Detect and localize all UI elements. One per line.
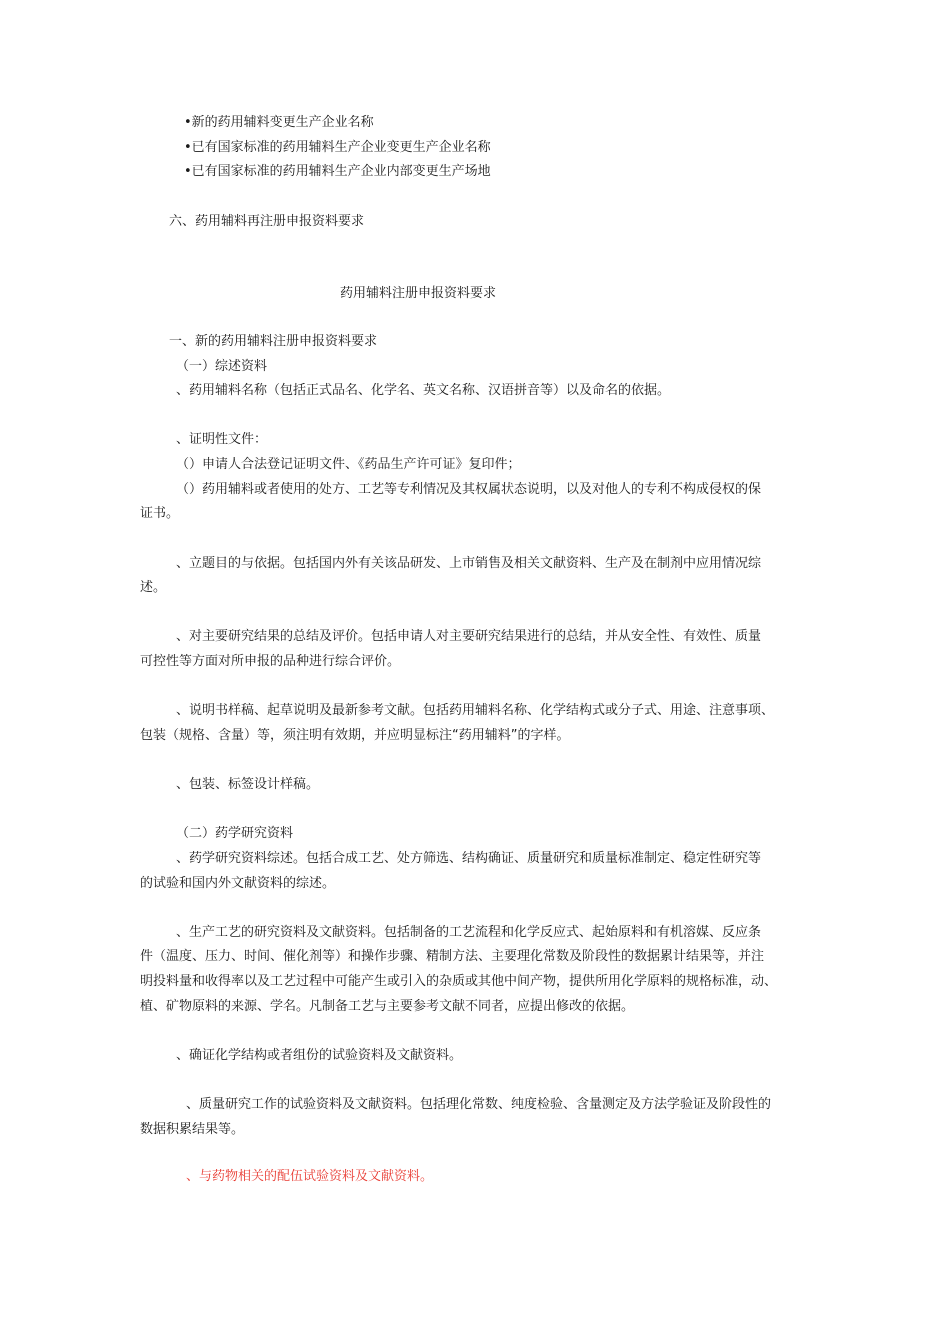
part-heading: 一、新的药用辅料注册申报资料要求 bbox=[169, 334, 378, 349]
section-heading: 六、药用辅料再注册申报资料要求 bbox=[169, 214, 365, 229]
bullet-item: •已有国家标准的药用辅料生产企业内部变更生产场地 bbox=[184, 164, 491, 179]
paragraph-line: 数据积累结果等。 bbox=[140, 1122, 245, 1137]
bullet-item: •新的药用辅料变更生产企业名称 bbox=[184, 115, 374, 130]
paragraph-line: 植、矿物原料的来源、学名。凡制备工艺与主要参考文献不同者，应提出修改的依据。 bbox=[140, 999, 635, 1014]
subsection-heading: （二）药学研究资料 bbox=[176, 826, 294, 841]
subsection-heading: （一）综述资料 bbox=[176, 359, 268, 374]
paragraph-line: 、包装、标签设计样稿。 bbox=[176, 777, 320, 792]
paragraph-line: 包装（规格、含量）等，须注明有效期，并应明显标注“药用辅料”的字样。 bbox=[140, 728, 570, 743]
paragraph-line: 可控性等方面对所申报的品种进行综合评价。 bbox=[140, 654, 401, 669]
paragraph-line: （）申请人合法登记证明文件、《药品生产许可证》复印件； bbox=[176, 457, 521, 472]
paragraph-line: 件（温度、压力、时间、催化剂等）和操作步骤、精制方法、主要理化常数及阶段性的数据累计结果等，并注 bbox=[140, 949, 765, 964]
paragraph-line: 、药学研究资料综述。包括合成工艺、处方筛选、结构确证、质量研究和质量标准制定、稳定性研究等 bbox=[176, 851, 762, 866]
paragraph-line: 的试验和国内外文献资料的综述。 bbox=[140, 876, 336, 891]
paragraph-line: 、质量研究工作的试验资料及文献资料。包括理化常数、纯度检验、含量测定及方法学验证及阶段性的 bbox=[186, 1097, 772, 1112]
paragraph-line: 证书。 bbox=[140, 506, 180, 521]
bullet-item: •已有国家标准的药用辅料生产企业变更生产企业名称 bbox=[184, 140, 491, 155]
paragraph-line: 、说明书样稿、起草说明及最新参考文献。包括药用辅料名称、化学结构式或分子式、用途、注意事项、 bbox=[176, 703, 775, 718]
highlighted-paragraph-line: 、与药物相关的配伍试验资料及文献资料。 bbox=[186, 1169, 434, 1184]
paragraph-line: 、确证化学结构或者组份的试验资料及文献资料。 bbox=[176, 1048, 463, 1063]
paragraph-line: 、药用辅料名称（包括正式品名、化学名、英文名称、汉语拼音等）以及命名的依据。 bbox=[176, 383, 671, 398]
paragraph-line: 、立题目的与依据。包括国内外有关该品研发、上市销售及相关文献资料、生产及在制剂中应用情况综 bbox=[176, 556, 762, 571]
paragraph-line: 、对主要研究结果的总结及评价。包括申请人对主要研究结果进行的总结，并从安全性、有效性、质量 bbox=[176, 629, 762, 644]
paragraph-line: 、证明性文件： bbox=[176, 432, 268, 447]
paragraph-line: 明投料量和收得率以及工艺过程中可能产生或引入的杂质或其他中间产物，提供所用化学原料的规格标准，动、 bbox=[140, 974, 778, 989]
paragraph-line: 述。 bbox=[140, 580, 167, 595]
document-title: 药用辅料注册申报资料要求 bbox=[340, 286, 497, 301]
paragraph-line: （）药用辅料或者使用的处方、工艺等专利情况及其权属状态说明，以及对他人的专利不构成侵权的保 bbox=[176, 482, 762, 497]
paragraph-line: 、生产工艺的研究资料及文献资料。包括制备的工艺流程和化学反应式、起始原料和有机溶媒、反应条 bbox=[176, 925, 762, 940]
